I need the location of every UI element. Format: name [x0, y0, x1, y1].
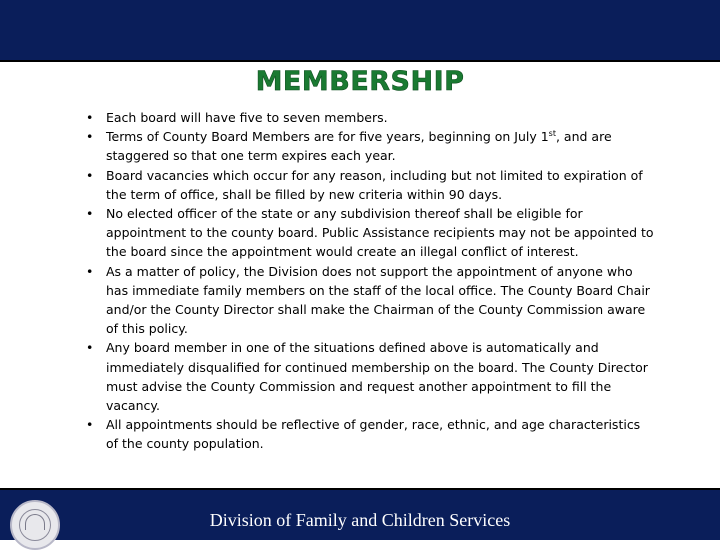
bullet-icon: • [86, 129, 94, 145]
list-item: • No elected officer of the state or any subdivision thereof shall be eligible for appointment to the county board. Public Assistance recipients may not be appointed to the board since the appointment would create an illegal conflict of interest. [86, 206, 654, 260]
list-item: • Each board will have five to seven members. [86, 108, 656, 127]
bullet-icon: • [86, 417, 94, 433]
list-item: • As a matter of policy, the Division does not support the appointment of anyone who has immediate family members on the staff of the local office. The County Board Chair and/or the County Director shall make the Chairman of the County Commission aware of this policy. [86, 263, 650, 337]
membership-list [86, 108, 656, 454]
list-item: • Any board member in one of the situations defined above is automatically and immediately disqualified for continued membership on the board. The County Director must advise the County Commission and request another appointment to fill the vacancy. [86, 340, 648, 414]
bullet-icon: • [86, 340, 94, 356]
header-bar [0, 0, 720, 62]
list-item: • Terms of County Board Members are for five years, beginning on July 1st, and are staggered so that one term expires each year. [86, 129, 612, 164]
footer-organization-name: Division of Family and Children Services [209, 510, 511, 530]
bullet-icon: • [86, 206, 94, 222]
list-item: • All appointments should be reflective of gender, race, ethnic, and age characteristics of the county population. [86, 417, 641, 452]
bullet-icon: • [86, 110, 94, 125]
bullet-icon: • [86, 263, 94, 279]
bullet-icon: • [86, 167, 94, 183]
list-item: • Board vacancies which occur for any reason, including but not limited to expiration of the term of office, shall be filled by new criteria within 90 days. [86, 167, 643, 202]
slide-title: MEMBERSHIP [255, 66, 465, 97]
